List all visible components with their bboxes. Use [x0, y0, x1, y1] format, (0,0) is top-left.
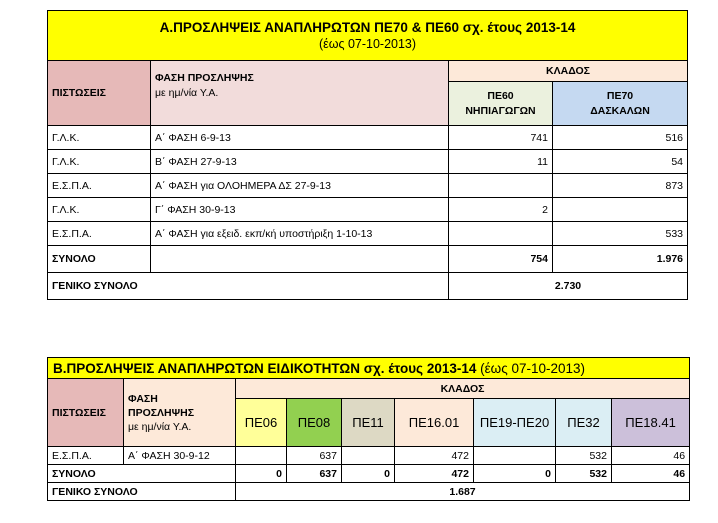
grand-total-label: ΓΕΝΙΚΟ ΣΥΝΟΛΟ — [48, 273, 449, 300]
grand-total-label: ΓΕΝΙΚΟ ΣΥΝΟΛΟ — [48, 483, 236, 501]
total-cell: 46 — [612, 465, 690, 483]
credit-cell: Ε.Σ.Π.Α. — [48, 222, 151, 246]
total-empty-cell — [151, 246, 449, 273]
total-cell: 0 — [342, 465, 395, 483]
table-a-title: Α.ΠΡΟΣΛΗΨΕΙΣ ΑΝΑΠΛΗΡΩΤΩΝ ΠΕ70 & ΠΕ60 σχ. έτους 2013-14 — [159, 19, 576, 35]
grand-total-value: 1.687 — [236, 483, 690, 501]
table-row — [48, 222, 688, 246]
header-phase — [151, 61, 449, 126]
phase-cell: Β΄ ΦΑΣΗ 27-9-13 — [151, 150, 449, 174]
total-cell: 0 — [236, 465, 287, 483]
header-phase-label: ΦΑΣΗ ΠΡΟΣΛΗΨΗΣ — [155, 72, 254, 84]
pe70-cell: 516 — [553, 126, 688, 150]
header-branch: ΚΛΑΔΟΣ — [449, 61, 688, 82]
pe60-cell — [449, 222, 553, 246]
pe70-cell: 533 — [553, 222, 688, 246]
grand-total-row — [48, 273, 688, 300]
code-pe06: ΠΕ06 — [236, 399, 287, 447]
header-pe60 — [449, 82, 553, 126]
code-pe32: ΠΕ32 — [556, 399, 612, 447]
grand-total-value: 2.730 — [449, 273, 688, 300]
pe60-cell — [449, 174, 553, 198]
pe60-cell: 2 — [449, 198, 553, 222]
table-b-title-date: (έως 07-10-2013) — [480, 360, 586, 376]
total-row — [48, 246, 688, 273]
total-cell: 472 — [395, 465, 474, 483]
header-pe60-code: ΠΕ60 — [487, 89, 514, 102]
credit-cell: Γ.Λ.Κ. — [48, 126, 151, 150]
value-cell: 532 — [556, 447, 612, 465]
phase-cell: Α΄ ΦΑΣΗ 30-9-12 — [124, 447, 236, 465]
table-b-title: Β.ΠΡΟΣΛΗΨΕΙΣ ΑΝΑΠΛΗΡΩΤΩΝ ΕΙΔΙΚΟΤΗΤΩΝ σχ. έτους 2013-14 — [53, 360, 477, 376]
table-row — [48, 198, 688, 222]
header-phase-line1: ΦΑΣΗ — [128, 392, 158, 405]
credit-cell: Γ.Λ.Κ. — [48, 150, 151, 174]
value-cell — [236, 447, 287, 465]
code-pe16-01: ΠΕ16.01 — [395, 399, 474, 447]
header-pe70 — [553, 82, 688, 126]
total-label: ΣΥΝΟΛΟ — [48, 246, 151, 273]
table-b-title-cell — [48, 358, 690, 379]
table-row — [48, 447, 690, 465]
grand-total-row — [48, 483, 690, 501]
header-credits: ΠΙΣΤΩΣΕΙΣ — [48, 379, 124, 447]
table-a-subtitle: (έως 07-10-2013) — [318, 36, 417, 51]
code-pe19-pe20: ΠΕ19-ΠΕ20 — [474, 399, 556, 447]
table-row — [48, 150, 688, 174]
pe70-cell: 873 — [553, 174, 688, 198]
total-cell: 0 — [474, 465, 556, 483]
total-cell: 637 — [287, 465, 342, 483]
pe60-cell: 11 — [449, 150, 553, 174]
header-credits: ΠΙΣΤΩΣΕΙΣ — [48, 61, 151, 126]
header-pe60-name: ΝΗΠΙΑΓΩΓΩΝ — [465, 104, 536, 117]
value-cell: 472 — [395, 447, 474, 465]
header-phase-line3: με ημ/νία Υ.Α. — [128, 420, 192, 433]
phase-cell: Α΄ ΦΑΣΗ 6-9-13 — [151, 126, 449, 150]
header-phase-sub: με ημ/νία Υ.Α. — [155, 87, 219, 99]
table-row — [48, 174, 688, 198]
pe70-cell — [553, 198, 688, 222]
phase-cell: Α΄ ΦΑΣΗ για ΟΛΟΗΜΕΡΑ ΔΣ 27-9-13 — [151, 174, 449, 198]
header-phase-line2: ΠΡΟΣΛΗΨΗΣ — [128, 406, 195, 419]
table-row — [48, 126, 688, 150]
value-cell: 637 — [287, 447, 342, 465]
pe60-cell: 741 — [449, 126, 553, 150]
code-pe11: ΠΕ11 — [342, 399, 395, 447]
header-pe70-code: ΠΕ70 — [606, 89, 634, 102]
value-cell — [474, 447, 556, 465]
header-pe70-name: ΔΑΣΚΑΛΩΝ — [590, 104, 650, 117]
value-cell — [342, 447, 395, 465]
total-pe60: 754 — [449, 246, 553, 273]
total-pe70: 1.976 — [553, 246, 688, 273]
code-pe08: ΠΕ08 — [287, 399, 342, 447]
pe70-cell: 54 — [553, 150, 688, 174]
header-phase — [124, 379, 236, 447]
credit-cell: Ε.Σ.Π.Α. — [48, 447, 124, 465]
total-cell: 532 — [556, 465, 612, 483]
code-pe18-41: ΠΕ18.41 — [612, 399, 690, 447]
credit-cell: Γ.Λ.Κ. — [48, 198, 151, 222]
value-cell: 46 — [612, 447, 690, 465]
total-label: ΣΥΝΟΛΟ — [48, 465, 236, 483]
header-branch: ΚΛΑΔΟΣ — [236, 379, 690, 399]
table-b — [47, 357, 690, 501]
total-row — [48, 465, 690, 483]
phase-cell: Γ΄ ΦΑΣΗ 30-9-13 — [151, 198, 449, 222]
table-a — [47, 10, 688, 300]
table-a-title-cell — [48, 11, 688, 61]
phase-cell: Α΄ ΦΑΣΗ για εξειδ. εκπ/κή υποστήριξη 1-10-13 — [151, 222, 449, 246]
credit-cell: Ε.Σ.Π.Α. — [48, 174, 151, 198]
